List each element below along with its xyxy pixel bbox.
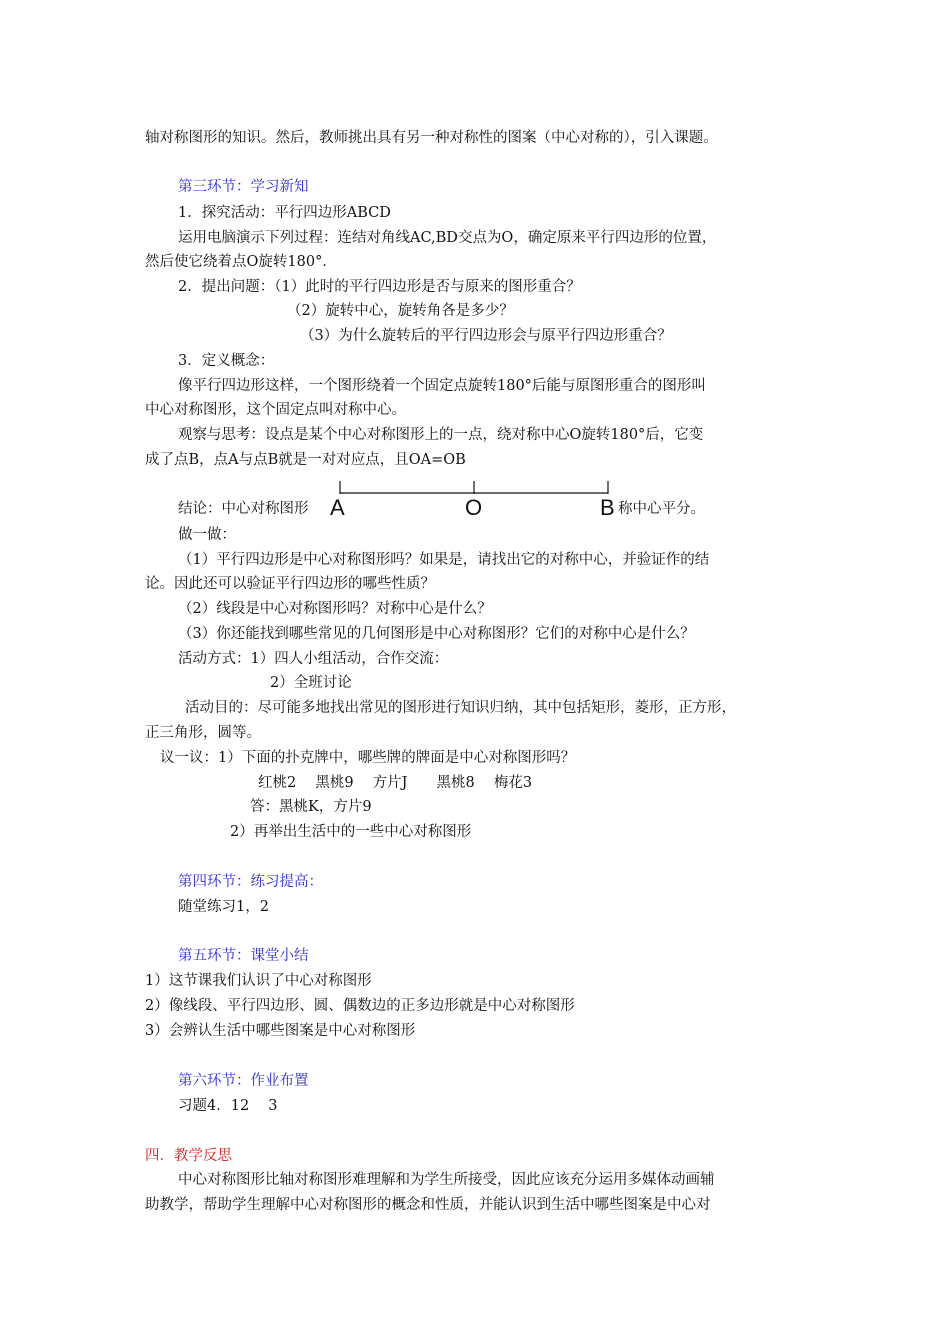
paragraph-line: 中心对称图形比轴对称图形难理解和为学生所接受，因此应该充分运用多媒体动画辅 [178, 1172, 715, 1188]
paragraph-line: 正三角形，圆等。 [145, 725, 261, 741]
section-heading-4: 第四环节：练习提高： [178, 874, 323, 890]
point-a-label: A [330, 495, 345, 520]
point-b-label: B [600, 495, 615, 520]
paragraph-line: 做一做： [178, 527, 236, 543]
paragraph-line: 3．定义概念： [178, 353, 275, 369]
paragraph-line: 习题4．12 3 [178, 1098, 278, 1114]
paragraph-line: 论。因此还可以验证平行四边形的哪些性质？ [145, 576, 435, 592]
paragraph-line: 成了点B，点A与点B就是一对对应点，且OA=OB [145, 452, 466, 468]
paragraph-line: （3）为什么旋转后的平行四边形会与原平行四边形重合？ [300, 328, 672, 344]
section-heading-6: 第六环节：作业布置 [178, 1073, 309, 1089]
paragraph-line: 2．提出问题：（1）此时的平行四边形是否与原来的图形重合？ [178, 279, 581, 295]
paragraph-line: 红桃2 黑桃9 方片J 黑桃8 梅花3 [258, 775, 533, 791]
paragraph-line: 答：黑桃K，方片9 [250, 799, 372, 815]
paragraph-line: 结论：中心对称图形 [178, 501, 309, 517]
paragraph-line: 2）再举出生活中的一些中心对称图形 [230, 824, 472, 840]
paragraph-line: 2）全班讨论 [270, 675, 352, 691]
paragraph-line: 助教学，帮助学生理解中心对称图形的概念和性质，并能认识到生活中哪些图案是中心对 [145, 1197, 711, 1213]
paragraph-line: 像平行四边形这样，一个图形绕着一个固定点旋转180°后能与原图形重合的图形叫 [178, 378, 706, 394]
paragraph-line: 活动方式：1）四人小组活动，合作交流： [178, 651, 449, 667]
paragraph-line: 2）像线段、平行四边形、圆、偶数边的正多边形就是中心对称图形 [145, 998, 575, 1014]
segment-diagram [330, 478, 620, 520]
paragraph-line: 随堂练习1，2 [178, 899, 269, 915]
section-heading-reflection: 四．教学反思 [145, 1148, 232, 1164]
paragraph-line: 运用电脑演示下列过程：连结对角线AC,BD交点为O，确定原来平行四边形的位置， [178, 230, 717, 246]
section-heading-5: 第五环节：课堂小结 [178, 948, 309, 964]
paragraph-line: 1）这节课我们认识了中心对称图形 [145, 973, 372, 989]
paragraph-line: 3）会辨认生活中哪些图案是中心对称图形 [145, 1023, 416, 1039]
paragraph-line: 轴对称图形的知识。然后，教师挑出具有另一种对称性的图案（中心对称的），引入课题。 [145, 130, 718, 146]
paragraph-line: （1）平行四边形是中心对称图形吗？如果是，请找出它的对称中心，并验证作的结 [178, 552, 710, 568]
paragraph-line: 观察与思考：设点是某个中心对称图形上的一点，绕对称中心O旋转180°后，它变 [178, 427, 704, 443]
paragraph-line: （2）旋转中心，旋转角各是多少？ [287, 303, 514, 319]
paragraph-line: 活动目的：尽可能多地找出常见的图形进行知识归纳，其中包括矩形，菱形，正方形， [185, 700, 736, 716]
paragraph-line: 称中心平分。 [618, 501, 705, 517]
paragraph-line: （3）你还能找到哪些常见的几何图形是中心对称图形？它们的对称中心是什么？ [178, 626, 695, 642]
point-o-label: O [465, 495, 483, 520]
section-heading-3: 第三环节：学习新知 [178, 179, 309, 195]
paragraph-line: （2）线段是中心对称图形吗？对称中心是什么？ [178, 601, 492, 617]
paragraph-line: 然后使它绕着点O旋转180°． [145, 254, 337, 270]
paragraph-line: 中心对称图形，这个固定点叫对称中心。 [145, 402, 406, 418]
paragraph-line: 议一议：1）下面的扑克牌中，哪些牌的牌面是中心对称图形吗？ [160, 750, 576, 766]
paragraph-line: 1．探究活动：平行四边形ABCD [178, 205, 391, 221]
